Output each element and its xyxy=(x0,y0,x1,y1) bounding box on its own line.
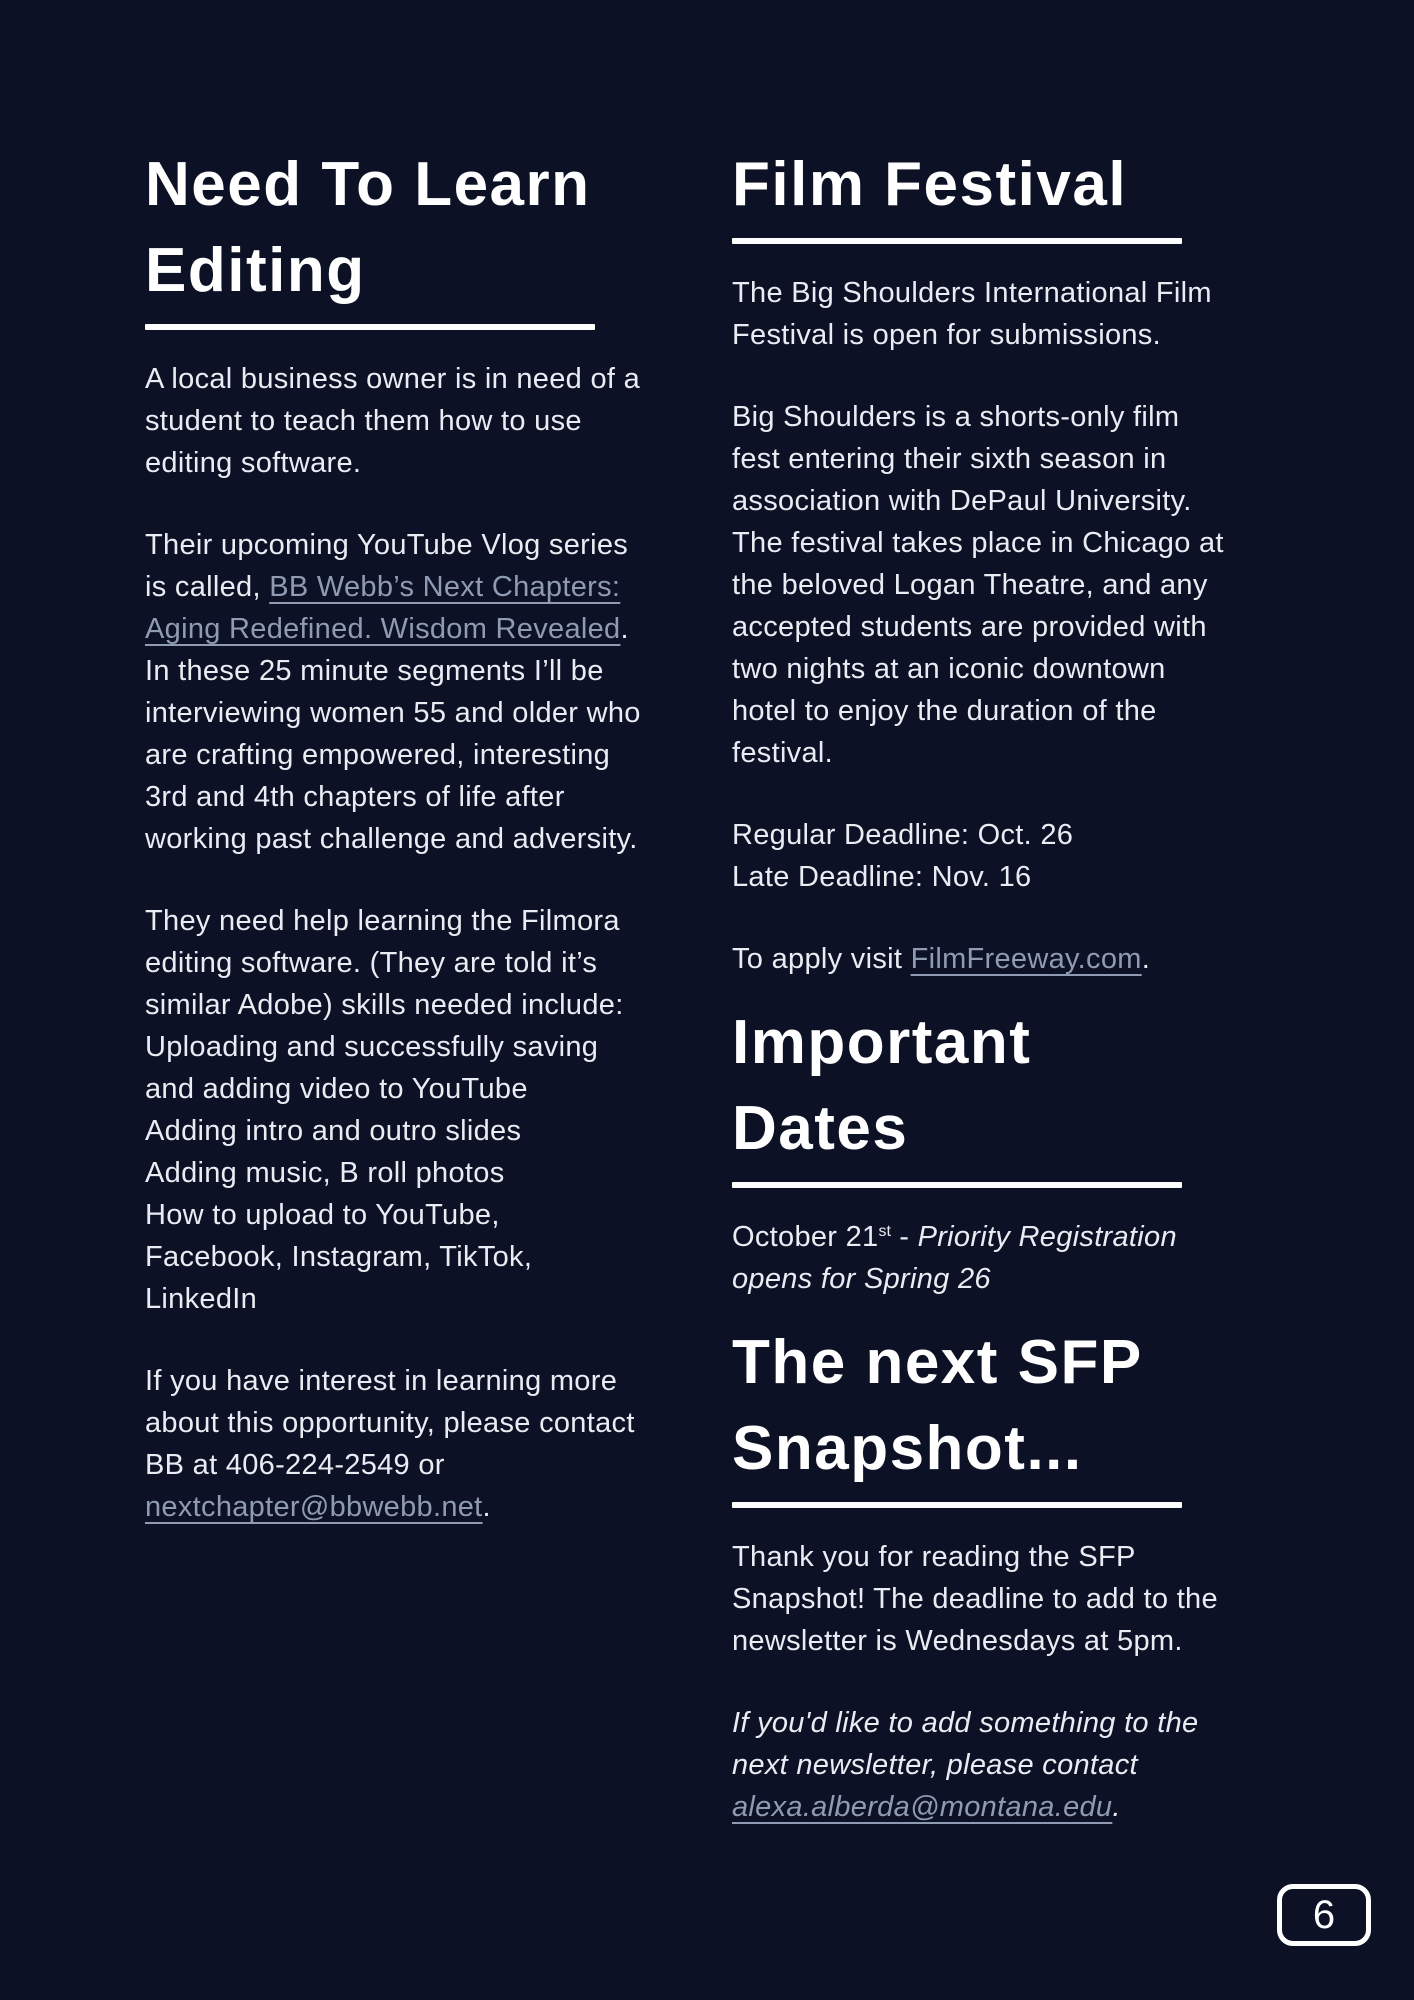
bb-webb-series-link[interactable]: BB Webb’s Next Chapters: Aging Redefined. Wisdom Revealed xyxy=(145,571,621,645)
important-dates-heading xyxy=(732,1000,1232,1172)
section-divider xyxy=(732,1182,1182,1188)
text-run: . In these 25 minute segments I’ll be interviewing women 55 and older who are crafting empowered, interesting 3rd and 4th chapters of life after working past challenge and adversity. xyxy=(145,613,641,855)
paragraph-thank-you: Thank you for reading the SFP Snapshot! The deadline to add to the newsletter is Wednesdays at 5pm. xyxy=(732,1541,1218,1657)
late-deadline: Late Deadline: Nov. 16 xyxy=(732,861,1032,893)
heading-line: Film Festival xyxy=(732,150,1128,219)
text-run: If you have interest in learning more about this opportunity, please contact BB at 406-224-2549 or xyxy=(145,1365,635,1481)
left-column xyxy=(145,130,645,1528)
right-column xyxy=(732,130,1232,1828)
section-divider xyxy=(732,238,1182,244)
text-run: If you'd like to add something to the next newsletter, please contact xyxy=(732,1707,1199,1781)
paragraph-submit-to-newsletter xyxy=(732,1702,1232,1828)
heading-line: Need To Learn xyxy=(145,150,591,219)
ordinal-suffix: st xyxy=(878,1223,891,1240)
heading-line: Important xyxy=(732,1008,1032,1077)
page-number-badge xyxy=(1277,1884,1371,1946)
deadlines-block xyxy=(732,814,1232,898)
next-sfp-snapshot-heading xyxy=(732,1320,1232,1492)
paragraph-vlog-series xyxy=(145,524,645,860)
text-run: . xyxy=(1141,943,1151,975)
paragraph-festival-details: Big Shoulders is a shorts-only film fest entering their sixth season in association with DePaul University. The festival takes place in Chicago at the beloved Logan Theatre, and any accepted students are provided with two nights at an iconic downtown hotel to enjoy the duration of the festival. xyxy=(732,401,1224,769)
date-description: Priority Registration opens for Spring 26 xyxy=(732,1221,1177,1295)
heading-line: Snapshot... xyxy=(732,1414,1083,1483)
text-run: - xyxy=(890,1221,918,1253)
italic-run xyxy=(732,1707,1198,1823)
alexa-alberda-email-link[interactable]: alexa.alberda@montana.edu xyxy=(732,1791,1113,1823)
skill-item: Uploading and successfully saving and adding video to YouTube xyxy=(145,1031,599,1105)
text-run: . xyxy=(1112,1791,1121,1823)
film-festival-heading xyxy=(732,142,1232,228)
section-divider xyxy=(732,1502,1182,1508)
date-text: October 21 xyxy=(732,1221,879,1253)
text-run: Their upcoming YouTube Vlog series is called, xyxy=(145,529,629,603)
heading-line: Dates xyxy=(732,1094,909,1163)
paragraph-priority-registration xyxy=(732,1216,1232,1300)
paragraph-business-owner: A local business owner is in need of a student to teach them how to use editing software. xyxy=(145,363,641,479)
nextchapter-email-link[interactable]: nextchapter@bbwebb.net xyxy=(145,1491,483,1523)
paragraph-apply xyxy=(732,938,1232,980)
skill-item: Adding music, B roll photos xyxy=(145,1157,505,1189)
section-divider xyxy=(145,324,595,330)
skills-intro: They need help learning the Filmora editing software. (They are told it’s similar Adobe) skills needed include: xyxy=(145,905,624,1021)
heading-line: Editing xyxy=(145,236,366,305)
heading-line: The next SFP xyxy=(732,1328,1143,1397)
regular-deadline: Regular Deadline: Oct. 26 xyxy=(732,819,1074,851)
need-to-learn-editing-heading xyxy=(145,142,645,314)
paragraph-festival-open: The Big Shoulders International Film Festival is open for submissions. xyxy=(732,277,1212,351)
paragraph-skills xyxy=(145,900,645,1320)
page-number: 6 xyxy=(1312,1893,1336,1937)
skill-item: How to upload to YouTube, Facebook, Instagram, TikTok, LinkedIn xyxy=(145,1199,533,1315)
text-run: To apply visit xyxy=(732,943,911,975)
text-run: . xyxy=(482,1491,491,1523)
filmfreeway-link[interactable]: FilmFreeway.com xyxy=(910,943,1142,975)
paragraph-contact xyxy=(145,1360,645,1528)
skill-item: Adding intro and outro slides xyxy=(145,1115,522,1147)
